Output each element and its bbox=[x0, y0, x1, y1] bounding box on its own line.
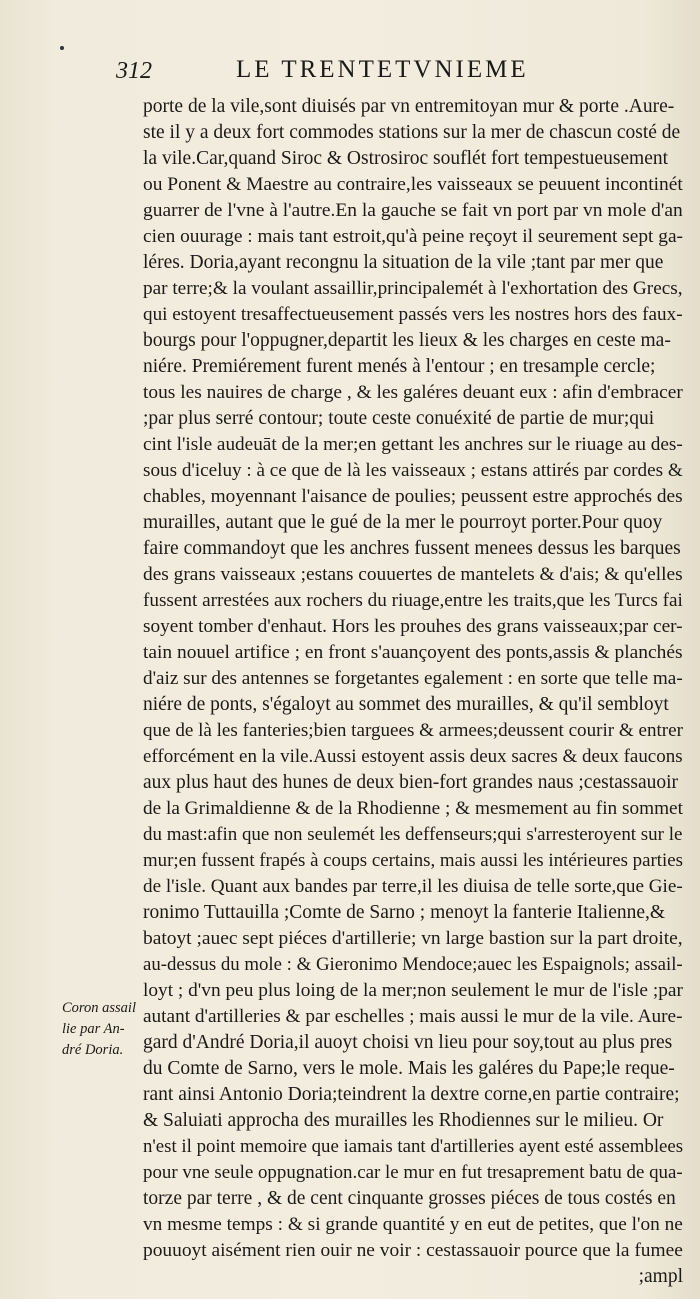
text-line: vn mesme temps : & si grande quantité y en eut de petites, que l'on ne bbox=[143, 1214, 683, 1235]
text-line: ste il y a deux fort commodes stations sur la mer de chascun costé de bbox=[143, 122, 681, 143]
text-line: & Saluiati approcha des murailles les Rhodiennes sur le milieu. Or bbox=[143, 1110, 664, 1131]
text-line: mur;en fussent frapés à coups certains, mais aussi les intérieures parties bbox=[143, 850, 683, 871]
text-line: léres. Doria,ayant recongnu la situation de la vile ;tant par mer que bbox=[143, 252, 664, 273]
text-line: des grans vaisseaux ;estans couuertes de mantelets & d'ais; & qu'elles bbox=[143, 564, 683, 585]
text-line: cint l'isle audeuāt de la mer;en gettant les anchres sur le riuage au des- bbox=[143, 434, 683, 455]
text-line: faire commandoyt que les anchres fussent menees dessus les barques bbox=[143, 538, 681, 559]
text-line: que de là les fanteries;bien targuees & armees;deussent courir & entrer bbox=[143, 720, 683, 741]
text-line: ronimo Tuttauilla ;Comte de Sarno ; menoyt la fanterie Italienne,& bbox=[143, 902, 666, 923]
text-line: niére. Premiérement furent menés à l'entour ; en tresample cercle; bbox=[143, 356, 656, 377]
page-number: 312 bbox=[116, 58, 152, 84]
text-line: efforcément en la vile.Aussi estoyent assis deux sacres & deux faucons bbox=[143, 746, 683, 767]
text-line: sous d'iceluy : à ce que de là les vaisseaux ; estans attirés par cordes & bbox=[143, 460, 683, 481]
text-line: pouuoyt aisément rien ouir ne voir : cestassauoir pource que la fumee bbox=[143, 1240, 683, 1261]
ink-speck bbox=[60, 46, 64, 50]
text-line: par terre;& la voulant assaillir,principalemét à l'exhortation des Grecs, bbox=[143, 278, 683, 299]
text-line: qui estoyent tresaffectueusement passés vers les nostres hors des faux- bbox=[143, 304, 683, 325]
text-line: ;par plus serré contour; toute ceste conuéxité de partie de mur;qui bbox=[143, 408, 655, 429]
marginal-note-line: dré Doria. bbox=[62, 1042, 124, 1058]
text-line: cien ouurage : mais tant estroit,qu'à peine reçoyt il seurement sept ga- bbox=[143, 226, 683, 247]
marginal-note-line: lie par An- bbox=[62, 1021, 125, 1037]
text-line: chables, moyennant l'aisance de poulies; peussent estre approchés des bbox=[143, 486, 683, 507]
text-line: aux plus haut des hunes de deux bien-fort grandes naus ;cestassauoir bbox=[143, 772, 679, 793]
catchword: ;ampl bbox=[638, 1266, 683, 1287]
text-line: du Comte de Sarno, vers le mole. Mais les galéres du Pape;le reque- bbox=[143, 1058, 675, 1079]
text-line: pour vne seule oppugnation.car le mur en fut tresaprement batu de qua- bbox=[143, 1162, 683, 1183]
text-line: guarrer de l'vne à l'autre.En la gauche se fait vn port par vn mole d'an bbox=[143, 200, 683, 221]
text-line: bourgs pour l'oppugner,departit les lieux & les charges en ceste ma- bbox=[143, 330, 671, 351]
text-line: torze par terre , & de cent cinquante grosses piéces de tous costés en bbox=[143, 1188, 676, 1209]
text-line: murailles, autant que le gué de la mer le pourroyt porter.Pour quoy bbox=[143, 512, 663, 533]
body-text bbox=[143, 94, 683, 1290]
text-line: tain nouuel artifice ; en front s'auançoyent des ponts,assis & planchés bbox=[143, 642, 683, 663]
text-line: au-dessus du mole : & Gieronimo Mendoce;auec les Espaignols; assail- bbox=[143, 954, 683, 975]
text-line: loyt ; d'vn peu plus loing de la mer;non seulement le mur de l'isle ;par bbox=[143, 980, 683, 1001]
text-line: autant d'artilleries & par eschelles ; mais aussi le mur de la vile. Aure- bbox=[143, 1006, 683, 1027]
text-line: porte de la vile,sont diuisés par vn entremitoyan mur & porte .Aure- bbox=[143, 96, 675, 117]
marginal-note-line: Coron assail bbox=[62, 1000, 136, 1016]
text-line: de l'isle. Quant aux bandes par terre,il les diuisa de telle sorte,que Gie- bbox=[143, 876, 683, 897]
text-line: n'est il point memoire que iamais tant d'artilleries ayent esté assemblees bbox=[143, 1136, 683, 1157]
text-line: niére de ponts, s'égaloyt au sommet des murailles, & qu'il sembloyt bbox=[143, 694, 669, 715]
text-line: gard d'André Doria,il auoyt choisi vn lieu pour soy,tout au plus pres bbox=[143, 1032, 673, 1053]
running-head: LE TRENTETVNIEME bbox=[236, 56, 529, 83]
text-line: de la Grimaldienne & de la Rhodienne ; & mesmement au fin sommet bbox=[143, 798, 683, 819]
text-line: du mast:afin que non seulemét les deffenseurs;qui s'arresteroyent sur le bbox=[143, 824, 683, 845]
text-line: la vile.Car,quand Siroc & Ostrosiroc souflét fort tempestueusement bbox=[143, 148, 669, 169]
marginal-note bbox=[62, 998, 142, 1061]
text-line: d'aiz sur des antennes se forgetantes egalement : en sorte que telle ma- bbox=[143, 668, 683, 689]
text-line: soyent tomber d'enhaut. Hors les prouhes des grans vaisseaux;par cer- bbox=[143, 616, 683, 637]
text-line: ou Ponent & Maestre au contraire,les vaisseaux se peuuent incontinét bbox=[143, 174, 683, 195]
text-line: batoyt ;auec sept piéces d'artillerie; vn large bastion sur la part droite, bbox=[143, 928, 683, 949]
text-line: tous les nauires de charge , & les galéres deuant eux : afin d'embracer bbox=[143, 382, 683, 403]
text-line: fussent arrestées aux rochers du riuage,entre les traits,que les Turcs fai bbox=[143, 590, 683, 611]
text-line: rant ainsi Antonio Doria;teindrent la dextre corne,en partie contraire; bbox=[143, 1084, 680, 1105]
